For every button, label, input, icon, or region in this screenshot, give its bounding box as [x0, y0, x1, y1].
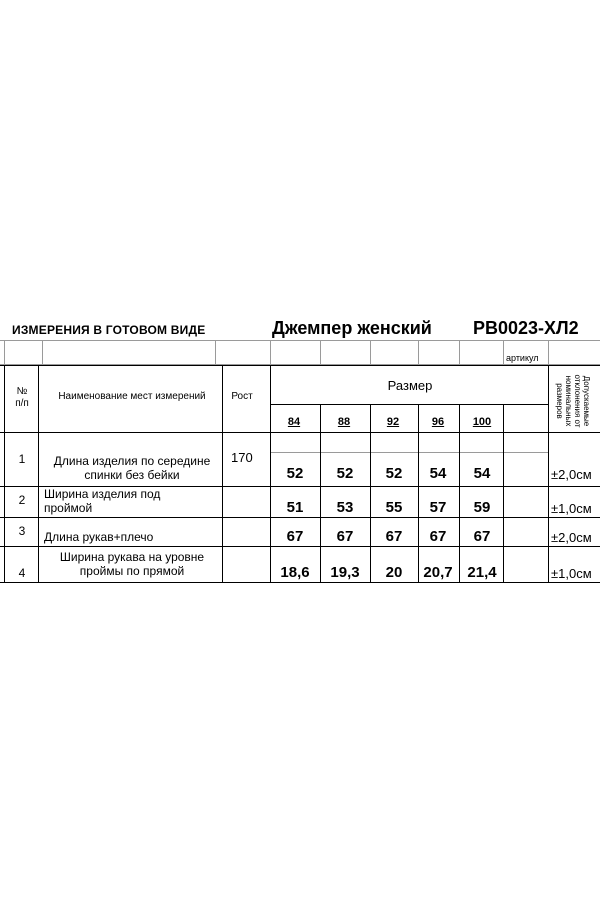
table-cell: 19,3	[330, 564, 360, 581]
grid-line	[0, 365, 600, 366]
table-cell: 57	[429, 499, 447, 516]
column-header-number: № п/п	[15, 386, 29, 409]
grid-line	[548, 340, 549, 365]
grid-line	[215, 340, 216, 365]
grid-line	[320, 404, 321, 582]
column-header-size: Размер	[387, 378, 433, 393]
grid-line	[42, 340, 43, 365]
table-cell: 67	[429, 528, 447, 545]
table-cell: 67	[473, 528, 491, 545]
column-header-name: Наименование мест измерений	[58, 391, 206, 402]
table-cell: 52	[286, 465, 304, 482]
grid-line	[418, 404, 419, 582]
grid-line	[459, 340, 460, 365]
article-code: РВ0023-ХЛ2	[473, 318, 579, 338]
grid-line	[0, 582, 600, 583]
table-cell: 59	[473, 499, 491, 516]
row-number: 4	[18, 566, 26, 580]
table-cell: 54	[473, 465, 491, 482]
table-cell: 67	[385, 528, 403, 545]
row-tolerance: ±2,0см	[551, 467, 592, 482]
column-header-height: Рост	[231, 391, 253, 402]
grid-line	[459, 404, 460, 582]
table-cell: 55	[385, 499, 403, 516]
grid-line	[418, 340, 419, 365]
row-number: 2	[18, 493, 26, 507]
row-number: 3	[18, 524, 26, 538]
grid-line	[0, 340, 600, 341]
grid-line	[0, 546, 600, 547]
article-label: артикул	[506, 353, 539, 363]
table-cell: 67	[286, 528, 304, 545]
grid-line	[0, 517, 600, 518]
table-cell: 51	[286, 499, 304, 516]
table-cell: 20,7	[423, 564, 453, 581]
size-header: 92	[386, 416, 400, 428]
grid-line	[270, 452, 548, 453]
tolerance-header-text: Допускаемые отклонения от номинальных размеров	[555, 374, 591, 428]
grid-line	[503, 340, 504, 365]
row-tolerance: ±2,0см	[551, 530, 592, 545]
grid-line	[4, 365, 5, 582]
grid-line	[4, 340, 5, 365]
grid-line	[320, 340, 321, 365]
grid-line	[270, 340, 271, 365]
table-cell: 52	[385, 465, 403, 482]
row-number: 1	[18, 452, 26, 466]
table-cell: 52	[336, 465, 354, 482]
size-header: 100	[472, 416, 492, 428]
row-name: Длина изделия по середине спинки без бейки	[53, 454, 211, 482]
row-name: Длина рукав+плечо	[44, 530, 154, 544]
section-label: ИЗМЕРЕНИЯ В ГОТОВОМ ВИДЕ	[12, 323, 206, 337]
grid-line	[503, 404, 504, 582]
table-cell: 20	[385, 564, 403, 581]
grid-line	[38, 365, 39, 582]
table-cell: 18,6	[280, 564, 310, 581]
size-header: 96	[431, 416, 445, 428]
table-cell: 21,4	[467, 564, 497, 581]
grid-line	[0, 432, 600, 433]
column-header-tolerance	[544, 365, 600, 437]
row-height: 170	[231, 450, 253, 465]
table-cell: 54	[429, 465, 447, 482]
grid-line	[270, 365, 271, 582]
grid-line	[370, 404, 371, 582]
row-tolerance: ±1,0см	[551, 501, 592, 516]
row-name: Ширина рукава на уровне проймы по прямой	[59, 550, 205, 578]
size-header: 88	[337, 416, 351, 428]
row-name: Ширина изделия под проймой	[44, 487, 161, 515]
table-cell: 67	[336, 528, 354, 545]
row-tolerance: ±1,0см	[551, 566, 592, 581]
product-title: Джемпер женский	[272, 318, 432, 338]
grid-line	[270, 404, 548, 405]
table-cell: 53	[336, 499, 354, 516]
size-header: 84	[287, 416, 301, 428]
grid-line	[370, 340, 371, 365]
